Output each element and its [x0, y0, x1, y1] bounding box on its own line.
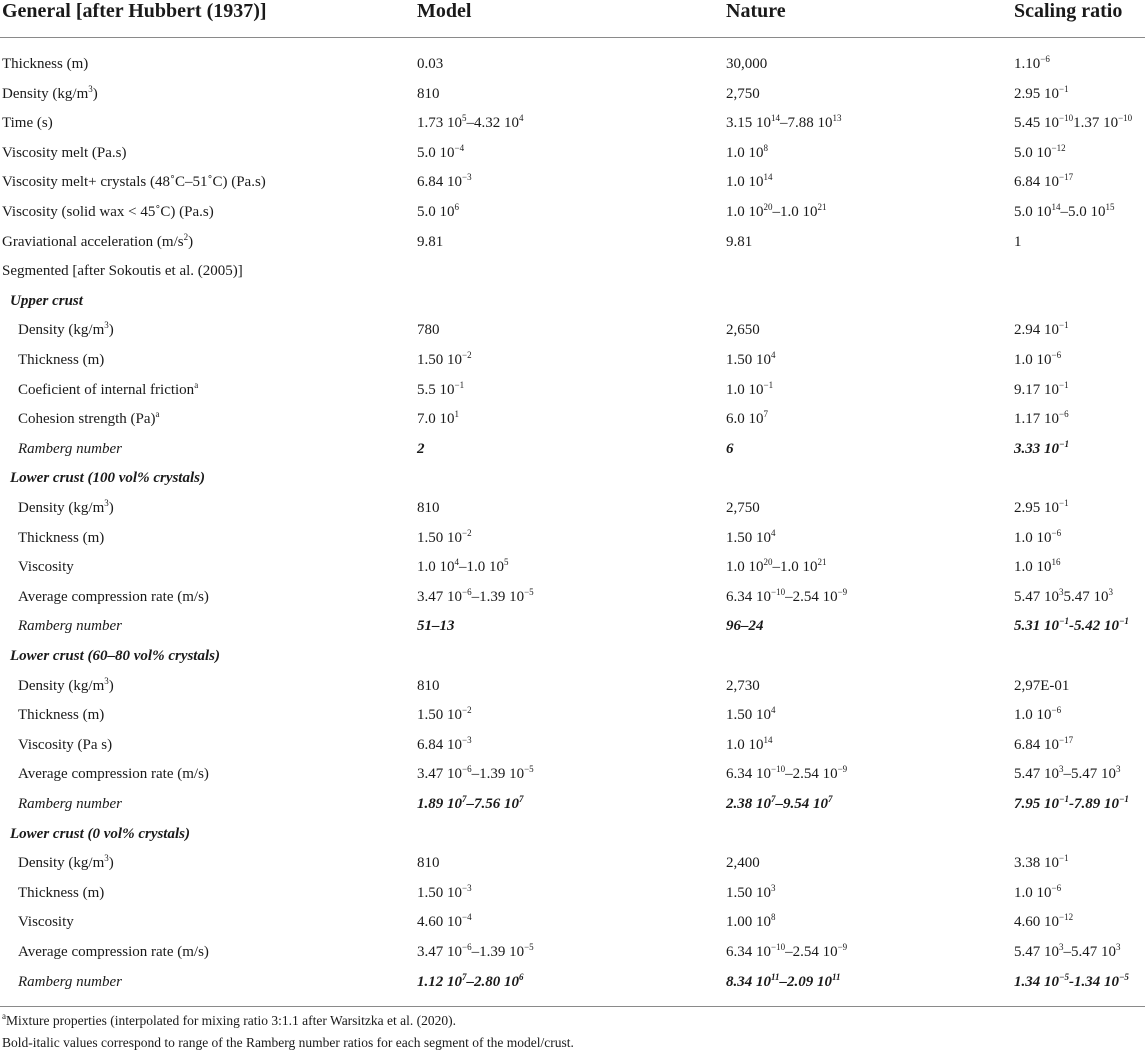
- table-row: [0, 764, 1145, 794]
- scaling-ratio-value: 1: [1014, 233, 1022, 250]
- scaling-ratio-value: 1.0 $10^{16}$: [1014, 557, 1061, 576]
- scaling-ratio-value: 3.38 $10^{-1}$: [1014, 853, 1069, 872]
- scaling-ratio-value: 2.94 $10^{-1}$: [1014, 320, 1069, 339]
- scaling-ratio-value: 2,97E-01: [1014, 677, 1070, 694]
- table-row: [0, 942, 1145, 972]
- section-title: Lower crust (60–80 vol% crystals): [10, 648, 220, 664]
- nature-value: 1.50 $10^4$: [726, 705, 776, 724]
- model-value: 810: [417, 855, 440, 872]
- footnote: $^a$Mixture properties (interpolated for mixing ratio 3:1.1 after Warsitzka et al. (2020).: [2, 1011, 457, 1028]
- row-label: Density $(kg/m^3)$: [18, 320, 114, 339]
- row-label: Thickness (m): [18, 707, 105, 724]
- table-row: [0, 202, 1145, 232]
- nature-value: 6.34 $10^{-10}-2.54$ $10^{-9}$: [726, 586, 848, 605]
- table-row: [0, 972, 1145, 1002]
- table-row: [0, 853, 1145, 883]
- scaling-ratio-value: 4.60 $10^{-12}$: [1014, 912, 1074, 931]
- row-label: Density $(kg/m^3)$: [2, 83, 98, 102]
- row-label: Viscosity: [18, 559, 74, 576]
- table-row: [0, 883, 1145, 913]
- header-scaling-ratio: Scaling ratio: [1014, 0, 1123, 22]
- scaling-ratio-value: 5.0 $10^{-12}$: [1014, 142, 1066, 161]
- model-value: 810: [417, 677, 440, 694]
- row-label: Cohesion strength $(Pa)^a$: [18, 409, 160, 428]
- nature-value: 1.0 $10^{20}-1.0$ $10^{21}$: [726, 202, 827, 220]
- model-value: 51–13: [417, 618, 455, 635]
- row-label: Viscosity (Pa s): [18, 736, 113, 753]
- model-value: 1.50 $10^{-3}$: [417, 882, 472, 901]
- table-row: [0, 912, 1145, 942]
- scaling-ratio-value: 6.84 $10^{-17}$: [1014, 734, 1074, 753]
- model-value: 4.60 $10^{-4}$: [417, 912, 472, 931]
- scaling-ratio-value: 5.47 $10^3-5.47$ $10^3$: [1014, 942, 1121, 960]
- table-row: [0, 320, 1145, 350]
- row-label: Time (s): [2, 115, 53, 132]
- row-label: Viscosity (solid wax < 45˚C) (Pa.s): [2, 204, 214, 220]
- section-title: Lower crust (0 vol% crystals): [10, 825, 190, 842]
- table-row: [0, 557, 1145, 587]
- footnote: Bold-italic values correspond to range of the Ramberg number ratios for each segment of the model/crust.: [2, 1035, 574, 1050]
- table-row: [0, 409, 1145, 439]
- model-value: 5.0 $10^6$: [417, 202, 459, 220]
- scaling-ratio-value: $1.10^{-6}$: [1014, 54, 1050, 72]
- table-row: [0, 616, 1145, 646]
- section-title: Lower crust (100 vol% crystals): [10, 470, 205, 487]
- section-title: Upper crust: [10, 292, 83, 309]
- row-label: Density $(kg/m^3)$: [18, 675, 114, 694]
- nature-value: 8.34 $10^{11}-2.09$ $10^{11}$: [726, 971, 841, 990]
- header-model: Model: [417, 0, 472, 22]
- table-row: [0, 350, 1145, 380]
- model-value: 1.0 $10^4-1.0$ $10^5$: [417, 557, 509, 576]
- model-value: 780: [417, 322, 440, 339]
- row-label: Thickness (m): [2, 56, 89, 72]
- nature-value: 2,650: [726, 322, 760, 339]
- model-value: 1.12 $10^7-2.80$ $10^6$: [417, 971, 524, 990]
- scaling-ratio-value: 2.95 $10^{-1}$: [1014, 498, 1069, 516]
- row-label: Thickness (m): [18, 352, 105, 368]
- model-value: 6.84 $10^{-3}$: [417, 734, 472, 753]
- row-label: Ramberg number: [18, 796, 123, 812]
- nature-value: 1.50 $10^4$: [726, 527, 776, 546]
- nature-value: 1.0 $10^{14}$: [726, 172, 773, 191]
- nature-value: 1.0 $10^{20}-1.0$ $10^{21}$: [726, 557, 827, 576]
- model-value: 810: [417, 500, 440, 516]
- scaling-ratio-value: 1.0 $10^{-6}$: [1014, 527, 1062, 546]
- row-label: Thickness (m): [18, 529, 105, 546]
- scaling-ratio-value: 5.47 $10^35.47$ $10^3$: [1014, 586, 1113, 605]
- row-label: Density $(kg/m^3)$: [18, 498, 114, 516]
- nature-value: 1.00 $10^8$: [726, 912, 776, 931]
- table-row: [0, 54, 1145, 84]
- header-divider: [0, 37, 1145, 38]
- table-row: [0, 439, 1145, 469]
- row-label: Ramberg number: [18, 440, 123, 457]
- section-row: [0, 468, 1145, 498]
- model-value: 810: [417, 85, 440, 102]
- row-label: Coeficient of internal friction$^a$: [18, 379, 199, 398]
- model-value: 3.47 $10^{-6}-1.39$ $10^{-5}$: [417, 764, 534, 783]
- model-value: 1.73 $10^5-4.32$ $10^4$: [417, 113, 524, 132]
- table-row: [0, 705, 1145, 735]
- model-value: 5.0 $10^{-4}$: [417, 142, 465, 161]
- scaling-ratio-value: 5.31 $10^{-1}-5.42$ $10^{-1}$: [1014, 616, 1129, 635]
- scaling-ratio-value: 9.17 $10^{-1}$: [1014, 379, 1069, 398]
- nature-value: 1.0 $10^{-1}$: [726, 379, 774, 398]
- nature-value: 1.0 $10^{14}$: [726, 734, 773, 753]
- nature-value: 96–24: [726, 618, 764, 635]
- header-general: General [after Hubbert (1937)]: [2, 0, 267, 22]
- scaling-ratio-value: 1.0 $10^{-6}$: [1014, 350, 1062, 368]
- table-row: [0, 794, 1145, 824]
- table-row: [0, 113, 1145, 143]
- nature-value: 3.15 $10^{14}-7.88$ $10^{13}$: [726, 113, 842, 132]
- table-row: [0, 528, 1145, 558]
- scaling-ratio-value: 2.95 $10^{-1}$: [1014, 83, 1069, 102]
- nature-value: 2,400: [726, 855, 760, 872]
- table-row: [0, 232, 1145, 262]
- model-value: 0.03: [417, 56, 444, 72]
- model-value: 2: [417, 440, 425, 457]
- table-row: [0, 143, 1145, 173]
- nature-value: 2,750: [726, 85, 760, 102]
- table-row: [0, 380, 1145, 410]
- model-value: 3.47 $10^{-6}-1.39$ $10^{-5}$: [417, 586, 534, 605]
- model-value: 9.81: [417, 233, 444, 250]
- nature-value: 6.34 $10^{-10}-2.54$ $10^{-9}$: [726, 942, 848, 960]
- nature-value: 30,000: [726, 56, 768, 72]
- section-row: [0, 824, 1145, 854]
- table-row: [0, 735, 1145, 765]
- nature-value: 2,730: [726, 677, 760, 694]
- model-value: 6.84 $10^{-3}$: [417, 172, 472, 191]
- model-value: 1.89 $10^7-7.56$ $10^7$: [417, 794, 524, 812]
- section-row: [0, 291, 1145, 321]
- section-row: [0, 646, 1145, 676]
- row-label: Graviational acceleration $(m/s^2)$: [2, 231, 194, 250]
- row-label: Ramberg number: [18, 973, 123, 990]
- table-row: [0, 172, 1145, 202]
- nature-value: 6: [726, 440, 734, 457]
- row-label: Average compression rate (m/s): [18, 944, 209, 960]
- table-row: [0, 261, 1145, 291]
- scaling-ratio-value: 6.84 $10^{-17}$: [1014, 172, 1074, 191]
- scaling-ratio-value: 3.33 $10^{-1}$: [1014, 438, 1069, 457]
- header-nature: Nature: [726, 0, 786, 22]
- model-value: 5.5 $10^{-1}$: [417, 379, 465, 398]
- model-value: 7.0 $10^1$: [417, 409, 459, 428]
- row-label: Ramberg number: [18, 618, 123, 635]
- row-label: Viscosity melt (Pa.s): [2, 144, 127, 161]
- nature-value: 9.81: [726, 233, 753, 250]
- nature-value: 2.38 $10^7-9.54$ $10^7$: [726, 794, 833, 812]
- row-label: Density $(kg/m^3)$: [18, 853, 114, 872]
- row-label: Average compression rate (m/s): [18, 588, 209, 605]
- model-value: 1.50 $10^{-2}$: [417, 350, 472, 368]
- model-value: 1.50 $10^{-2}$: [417, 527, 472, 546]
- row-label: Segmented [after Sokoutis et al. (2005)]: [2, 263, 243, 280]
- scaling-ratio-value: 5.47 $10^3-5.47$ $10^3$: [1014, 764, 1121, 783]
- scaling-ratio-value: 5.45 $10^{-10}1.37$ $10^{-10}$: [1014, 113, 1133, 132]
- nature-value: 2,750: [726, 500, 760, 516]
- scaling-ratio-value: 1.0 $10^{-6}$: [1014, 705, 1062, 724]
- nature-value: 1.0 $10^8$: [726, 142, 768, 161]
- table-row: [0, 676, 1145, 706]
- model-value: 3.47 $10^{-6}-1.39$ $10^{-5}$: [417, 942, 534, 960]
- table-row: [0, 84, 1145, 114]
- nature-value: 1.50 $10^3$: [726, 882, 776, 901]
- scaling-ratio-value: 1.34 $10^{-5}-1.34$ $10^{-5}$: [1014, 971, 1129, 990]
- row-label: Average compression rate (m/s): [18, 766, 209, 783]
- nature-value: 1.50 $10^4$: [726, 350, 776, 368]
- table-row: [0, 498, 1145, 528]
- row-label: Viscosity: [18, 914, 74, 931]
- row-label: Thickness (m): [18, 884, 105, 901]
- scaling-ratio-value: 1.0 $10^{-6}$: [1014, 882, 1062, 901]
- scaling-ratio-value: 1.17 $10^{-6}$: [1014, 409, 1069, 428]
- scaling-ratio-value: 7.95 $10^{-1}-7.89$ $10^{-1}$: [1014, 794, 1129, 812]
- scaling-ratio-value: 5.0 $10^{14}-5.0$ $10^{15}$: [1014, 202, 1115, 220]
- table-header: [0, 0, 1145, 36]
- model-value: 1.50 $10^{-2}$: [417, 705, 472, 724]
- row-label: Viscosity melt+ crystals (48˚C–51˚C) (Pa.s): [2, 174, 266, 191]
- table-row: [0, 587, 1145, 617]
- nature-value: 6.0 $10^7$: [726, 409, 768, 428]
- nature-value: 6.34 $10^{-10}-2.54$ $10^{-9}$: [726, 764, 848, 783]
- footer-divider: [0, 1006, 1145, 1007]
